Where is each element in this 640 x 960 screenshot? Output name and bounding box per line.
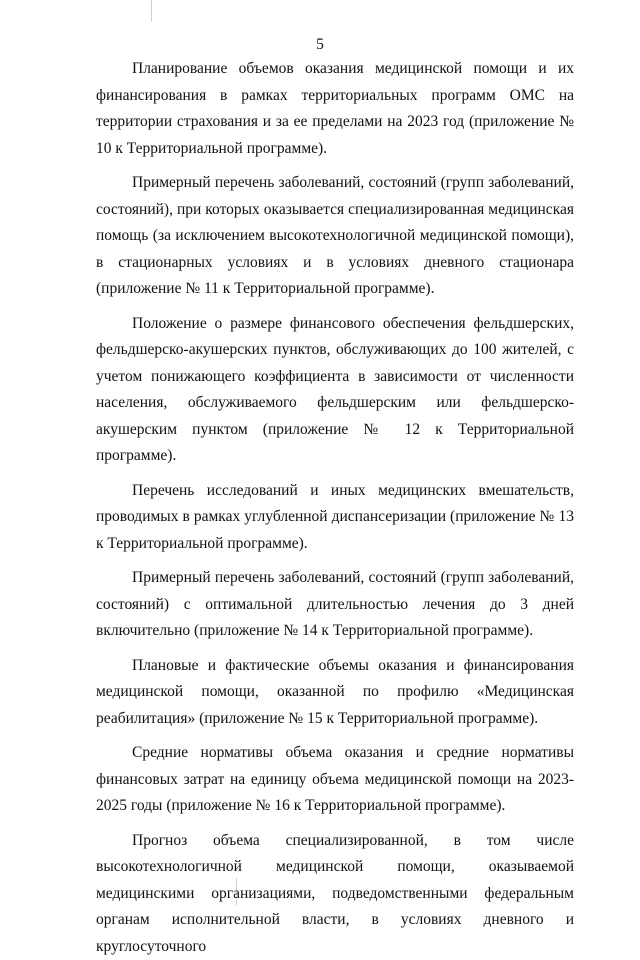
paragraph-diseases-specialized-care: Примерный перечень заболеваний, состояний (групп заболеваний, состояний), при которых оказывается специализированная медицинская помощь (за исключением высокотехнологичной медицинской помощи), в стационарных условиях и в условиях дневного стационара (приложение № 11 к Территориальной программе). <box>96 170 574 303</box>
page-number: 5 <box>0 36 640 54</box>
scan-artifact-line <box>151 0 152 22</box>
paragraph-forecast-specialized-care: Прогноз объема специализированной, в том числе высокотехнологичной медицинской помощи, оказываемой медицинскими организациями, подведомственными федеральным органам исполнительной власти, в условиях дневного и круглосуточного <box>96 828 574 960</box>
paragraph-short-treatment-diseases: Примерный перечень заболеваний, состояний (групп заболеваний, состояний) с оптимальной длительностью лечения до 3 дней включительно (приложение № 14 к Территориальной программе). <box>96 565 574 645</box>
paragraph-planning-volumes: Планирование объемов оказания медицинской помощи и их финансирования в рамках территориальных программ ОМС на территории страхования и за ее пределами на 2023 год (приложение № 10 к Территориальной программе). <box>96 56 574 162</box>
paragraph-feldsher-points-funding: Положение о размере финансового обеспечения фельдшерских, фельдшерско-акушерских пунктов, обслуживающих до 100 жителей, с учетом понижающего коэффициента в зависимости от численности населения, обслуживаемого фельдшерским или фельдшерско-акушерским пунктом (приложение № 12 к Территориальной программе). <box>96 311 574 470</box>
document-body <box>96 56 574 960</box>
paragraph-rehabilitation-volumes: Плановые и фактические объемы оказания и финансирования медицинской помощи, оказанной по профилю «Медицинская реабилитация» (приложение № 15 к Территориальной программе). <box>96 653 574 733</box>
paragraph-average-standards: Средние нормативы объема оказания и средние нормативы финансовых затрат на единицу объема медицинской помощи на 2023-2025 годы (приложение № 16 к Территориальной программе). <box>96 740 574 820</box>
paragraph-in-depth-examination: Перечень исследований и иных медицинских вмешательств, проводимых в рамках углубленной диспансеризации (приложение № 13 к Территориальной программе). <box>96 478 574 558</box>
